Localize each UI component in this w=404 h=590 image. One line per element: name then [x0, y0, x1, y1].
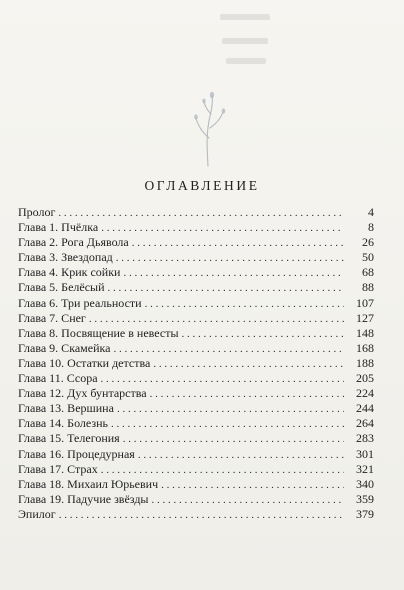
toc-entry-page-number: 26 [362, 235, 374, 250]
toc-entry-title: Глава 8. Посвящение в невесты [18, 325, 179, 340]
toc-entry-title: Глава 6. Три реальности [18, 295, 142, 310]
toc-entry-page-number: 168 [356, 340, 374, 355]
toc-dot-leader [117, 402, 344, 417]
toc-dot-leader [145, 297, 344, 312]
toc-dot-leader [108, 281, 344, 296]
toc-dot-leader [89, 312, 344, 327]
toc-entry-page-number: 244 [356, 401, 374, 416]
toc-dot-leader [123, 266, 344, 281]
toc-entry [18, 311, 374, 326]
toc-entry-page-number: 359 [356, 491, 374, 506]
toc-dot-leader [138, 448, 344, 463]
toc-entry-title: Глава 9. Скамейка [18, 340, 111, 355]
toc-heading: ОГЛАВЛЕНИЕ [144, 178, 260, 193]
toc-entry-title: Глава 1. Пчёлка [18, 220, 99, 235]
toc-entry [18, 386, 374, 401]
toc-entry-page-number: 107 [356, 295, 374, 310]
toc-list [18, 205, 374, 522]
toc-entry-page-number: 340 [356, 476, 374, 491]
toc-dot-leader [101, 463, 344, 478]
toc-entry-page-number: 8 [368, 220, 374, 235]
toc-dot-leader [101, 221, 344, 236]
toc-entry-page-number: 127 [356, 310, 374, 325]
toc-entry-title: Глава 10. Остатки детства [18, 355, 151, 370]
toc-entry-title: Глава 16. Процедурная [18, 446, 135, 461]
toc-entry-title: Глава 18. Михаил Юрьевич [18, 476, 159, 491]
toc-dot-leader [161, 478, 344, 493]
toc-entry-title: Глава 7. Снег [18, 310, 86, 325]
toc-entry [18, 235, 374, 250]
toc-entry-title: Глава 15. Телегония [18, 431, 120, 446]
toc-entry-title: Глава 5. Белёсый [18, 280, 105, 295]
toc-entry-page-number: 283 [356, 431, 374, 446]
toc-dot-leader [59, 508, 344, 523]
toc-entry-title: Глава 4. Крик сойки [18, 265, 121, 280]
toc-dot-leader [150, 387, 344, 402]
toc-entry-page-number: 148 [356, 325, 374, 340]
toc-dot-leader [101, 372, 344, 387]
toc-entry-title: Глава 3. Звездопад [18, 250, 113, 265]
toc-dot-leader [182, 327, 344, 342]
toc-entry [18, 265, 374, 280]
toc-entry [18, 416, 374, 431]
toc-entry-title: Глава 11. Ссора [18, 371, 98, 386]
toc-entry-title: Глава 2. Рога Дьявола [18, 235, 129, 250]
toc-entry [18, 462, 374, 477]
toc-entry [18, 341, 374, 356]
toc-dot-leader [116, 251, 344, 266]
toc-entry [18, 280, 374, 295]
toc-entry-title: Глава 19. Падучие звёзды [18, 491, 149, 506]
toc-entry-page-number: 205 [356, 371, 374, 386]
toc-entry-title: Глава 12. Дух бунтарства [18, 386, 147, 401]
toc-entry-page-number: 88 [362, 280, 374, 295]
toc-entry [18, 431, 374, 446]
toc-entry-page-number: 50 [362, 250, 374, 265]
toc-entry-title: Эпилог [18, 506, 56, 521]
toc-entry-title: Глава 13. Вершина [18, 401, 114, 416]
toc-entry-page-number: 224 [356, 386, 374, 401]
toc-entry-title: Глава 17. Страх [18, 461, 98, 476]
toc-entry-page-number: 264 [356, 416, 374, 431]
toc-entry [18, 477, 374, 492]
toc-entry-page-number: 321 [356, 461, 374, 476]
sprig-illustration [180, 88, 240, 168]
toc-entry [18, 250, 374, 265]
toc-entry-title: Глава 14. Болезнь [18, 416, 109, 431]
toc-entry [18, 326, 374, 341]
toc-entry [18, 356, 374, 371]
toc-entry-page-number: 301 [356, 446, 374, 461]
toc-entry-page-number: 188 [356, 355, 374, 370]
toc-entry [18, 401, 374, 416]
toc-entry [18, 205, 374, 220]
toc-entry [18, 371, 374, 386]
toc-dot-leader [153, 357, 344, 372]
toc-entry-page-number: 68 [362, 265, 374, 280]
toc-dot-leader [111, 417, 344, 432]
toc-dot-leader [152, 493, 345, 508]
toc-entry [18, 220, 374, 235]
toc-entry-page-number: 379 [356, 506, 374, 521]
toc-dot-leader [123, 432, 344, 447]
toc-dot-leader [132, 236, 344, 251]
toc-dot-leader [113, 342, 344, 357]
toc-entry-page-number: 4 [368, 205, 374, 219]
toc-entry-title: Пролог [18, 205, 56, 219]
toc-entry [18, 492, 374, 507]
toc-entry [18, 507, 374, 522]
show-through-texture [150, 0, 290, 80]
toc-entry [18, 296, 374, 311]
toc-entry [18, 447, 374, 462]
toc-dot-leader [58, 206, 344, 221]
